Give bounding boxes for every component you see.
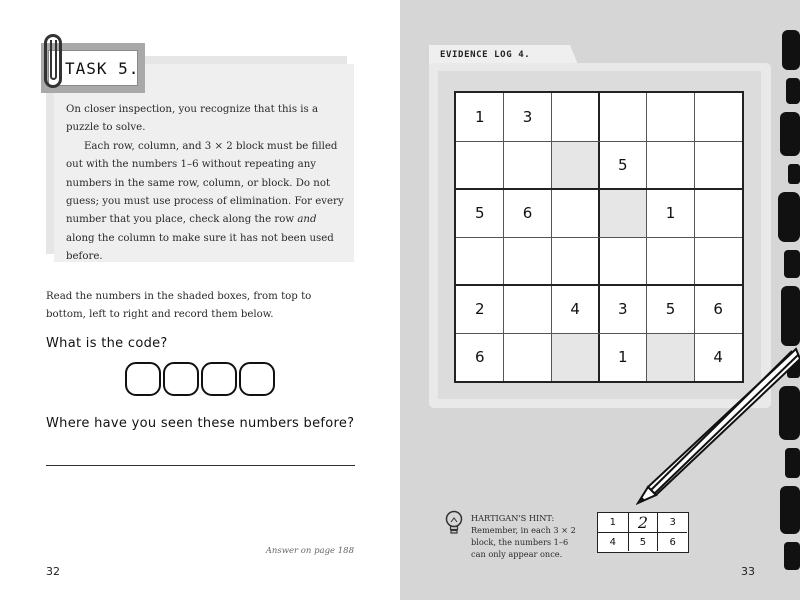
sudoku-cell-r2c3[interactable]: [551, 141, 599, 189]
sudoku-cell-r5c2[interactable]: [504, 285, 552, 333]
code-boxes: [125, 362, 275, 396]
sudoku-cell-r5c5[interactable]: 5: [665, 300, 676, 318]
sudoku-cell-r3c4[interactable]: [599, 189, 647, 237]
sudoku-cell-r1c2[interactable]: 3: [522, 108, 533, 126]
sudoku-cell-r4c5[interactable]: [647, 237, 695, 285]
sudoku-row-divider: [456, 237, 742, 238]
code-box-1[interactable]: [125, 362, 161, 396]
question-code: What is the code?: [46, 336, 168, 351]
sudoku-row-divider: [456, 141, 742, 142]
code-box-3[interactable]: [201, 362, 237, 396]
hint-title: HARTIGAN'S HINT:: [471, 513, 555, 523]
task-instructions: [66, 101, 344, 267]
sudoku-cell-r6c2[interactable]: [504, 333, 552, 381]
sudoku-cell-r5c4[interactable]: 3: [618, 300, 628, 318]
code-box-4[interactable]: [239, 362, 275, 396]
sudoku-cell-r4c3[interactable]: [551, 237, 599, 285]
sudoku-grid: [454, 91, 744, 383]
sudoku-cell-r6c6[interactable]: 4: [713, 348, 723, 366]
sudoku-cell-r5c3[interactable]: 4: [570, 300, 580, 318]
hint-grid-cell-r2c3: 6: [657, 532, 687, 551]
right-page: [400, 0, 800, 600]
sudoku-cell-r1c3[interactable]: [551, 93, 599, 141]
task-intro: On closer inspection, you recognize that this is a puzzle to solve.: [66, 104, 319, 134]
sudoku-cell-r4c1[interactable]: [456, 237, 504, 285]
sudoku-cell-r5c6[interactable]: 6: [713, 300, 723, 318]
lightbulb-icon: [444, 510, 464, 536]
sudoku-cell-r6c3[interactable]: [551, 333, 599, 381]
hint-text: [471, 512, 581, 560]
sudoku-cell-r3c3[interactable]: [551, 189, 599, 237]
sudoku-row-divider: [456, 284, 742, 286]
sudoku-cell-r5c1[interactable]: 2: [475, 300, 485, 318]
folder-label: EVIDENCE LOG 4.: [440, 50, 531, 60]
sudoku-cell-r1c6[interactable]: [694, 93, 742, 141]
task-label: TASK 5.: [65, 59, 140, 78]
hint-grid-cell-r1c1: 1: [609, 517, 617, 528]
sudoku-cell-r3c1[interactable]: 5: [475, 204, 485, 222]
hint-example-grid: [597, 512, 689, 553]
sudoku-cell-r1c1[interactable]: 1: [475, 108, 485, 126]
sudoku-cell-r4c4[interactable]: [599, 237, 647, 285]
sudoku-cell-r2c6[interactable]: [694, 141, 742, 189]
hint-grid-cell-r2c2: 5: [628, 532, 658, 551]
page-number-left: 32: [46, 565, 60, 578]
sudoku-cell-r6c4[interactable]: 1: [618, 348, 628, 366]
sudoku-cell-r6c1[interactable]: 6: [475, 348, 485, 366]
paperclip-inner-icon: [50, 40, 57, 80]
pencil-icon: [636, 345, 800, 505]
sudoku-cell-r2c1[interactable]: [456, 141, 504, 189]
question-seen: Where have you seen these numbers before?: [46, 416, 355, 431]
sudoku-cell-r4c2[interactable]: [504, 237, 552, 285]
page-number-right: 33: [741, 565, 755, 578]
sudoku-cell-r2c2[interactable]: [504, 141, 552, 189]
hint-body: Remember, in each 3 × 2 block, the numbers 1–6 can only appear once.: [471, 525, 576, 559]
answer-line[interactable]: [46, 465, 355, 466]
hint-grid-cell-r1c3: 3: [657, 513, 687, 532]
sudoku-row-divider: [456, 333, 742, 334]
code-box-2[interactable]: [163, 362, 199, 396]
read-instruction: Read the numbers in the shaded boxes, from top to bottom, left to right and record them below.: [46, 291, 312, 320]
answer-note: Answer on page 188: [265, 546, 354, 556]
sudoku-cell-r1c4[interactable]: [599, 93, 647, 141]
task-rules: Each row, column, and 3 × 2 block must be filled out with the numbers 1–6 without repeating any numbers in the same row, column, or block. Do not guess; you must use process of elimination. For every number that you place, check along the row and along the column to make sure it has not been used before.: [66, 140, 344, 263]
sudoku-cell-r3c2[interactable]: 6: [522, 204, 533, 222]
sudoku-cell-r4c6[interactable]: [694, 237, 742, 285]
hint-grid-cell-r2c1: 4: [598, 532, 628, 551]
sudoku-cell-r3c6[interactable]: [694, 189, 742, 237]
sudoku-cell-r2c5[interactable]: [647, 141, 695, 189]
sudoku-cell-r2c4[interactable]: 5: [618, 156, 628, 174]
sudoku-row-divider: [456, 188, 742, 190]
sudoku-cell-r1c5[interactable]: [647, 93, 695, 141]
hint-grid-cell-r1c2: 2: [628, 513, 658, 532]
sudoku-cell-r3c5[interactable]: 1: [665, 204, 676, 222]
